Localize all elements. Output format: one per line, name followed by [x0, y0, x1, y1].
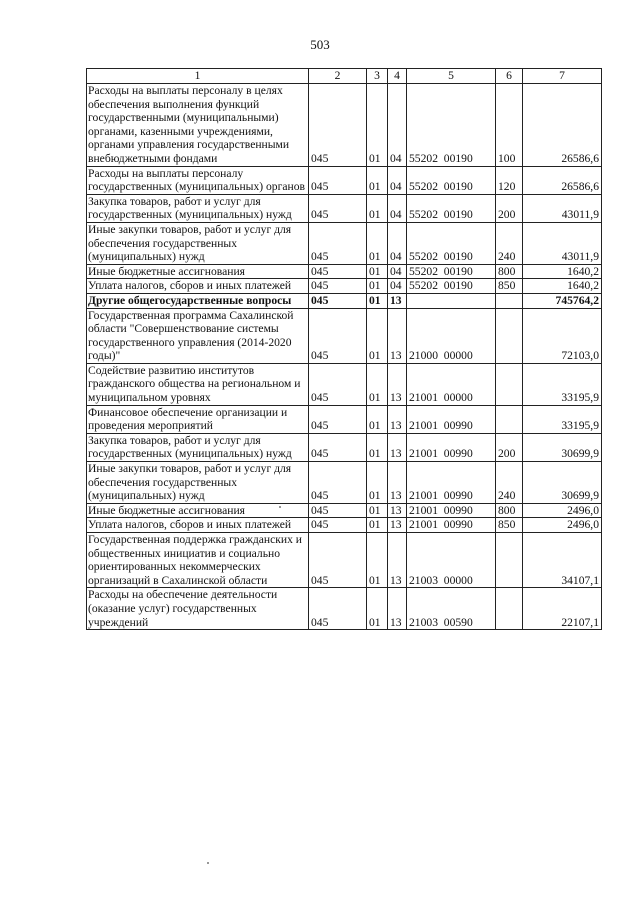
expense-type-cell: 100 [496, 84, 523, 167]
amount-cell: 1640,2 [523, 279, 602, 294]
row-name-cell: Иные закупки товаров, работ и услуг для обеспечения государственных (муниципальных) нужд [87, 222, 309, 264]
amount-cell: 1640,2 [523, 264, 602, 279]
ministry-code-cell: 045 [309, 194, 367, 222]
row-name-cell: Государственная поддержка гражданских и общественных инициатив и социально ориентированных некоммерческих организаций в Сахалинской области [87, 533, 309, 588]
expense-type-cell: 240 [496, 462, 523, 504]
subsection-code-cell: 04 [388, 222, 407, 264]
ministry-code-cell: 045 [309, 588, 367, 630]
header-cell: 5 [407, 69, 496, 84]
section-code-cell: 01 [367, 503, 388, 518]
table-row [87, 503, 602, 518]
expense-type-cell: 800 [496, 503, 523, 518]
expense-type-cell: 120 [496, 166, 523, 194]
row-name-cell: Расходы на выплаты персоналу в целях обеспечения выполнения функций государственными (муниципальными) органами, казенными учреждениями, органами управления государственными внебюджетными фондами [87, 84, 309, 167]
expense-type-cell: 800 [496, 264, 523, 279]
table-row [87, 293, 602, 308]
ministry-code-cell: 045 [309, 462, 367, 504]
table-row [87, 84, 602, 167]
subsection-code-cell: 04 [388, 84, 407, 167]
ministry-code-cell: 045 [309, 405, 367, 433]
expense-type-cell: 850 [496, 279, 523, 294]
subsection-code-cell: 04 [388, 279, 407, 294]
row-name-cell: Иные закупки товаров, работ и услуг для обеспечения государственных (муниципальных) нужд [87, 462, 309, 504]
target-article-cell: 21000 00000 [407, 308, 496, 363]
row-name-cell: Закупка товаров, работ и услуг для государственных (муниципальных) нужд [87, 194, 309, 222]
ministry-code-cell: 045 [309, 84, 367, 167]
table-row [87, 405, 602, 433]
expense-type-cell [496, 588, 523, 630]
expense-type-cell: 850 [496, 518, 523, 533]
subsection-code-cell: 13 [388, 518, 407, 533]
row-name-cell: Уплата налогов, сборов и иных платежей [87, 518, 309, 533]
target-article-cell: 21003 00590 [407, 588, 496, 630]
target-article-cell: 55202 00190 [407, 222, 496, 264]
target-article-cell: 55202 00190 [407, 166, 496, 194]
target-article-cell: 55202 00190 [407, 194, 496, 222]
amount-cell: 2496,0 [523, 518, 602, 533]
amount-cell: 30699,9 [523, 462, 602, 504]
subsection-code-cell: 04 [388, 166, 407, 194]
ministry-code-cell: 045 [309, 518, 367, 533]
section-code-cell: 01 [367, 166, 388, 194]
page-number: 503 [310, 37, 330, 52]
section-code-cell: 01 [367, 462, 388, 504]
subsection-code-cell: 04 [388, 264, 407, 279]
table-row [87, 194, 602, 222]
subsection-code-cell: 13 [388, 533, 407, 588]
amount-cell: 22107,1 [523, 588, 602, 630]
amount-cell: 33195,9 [523, 363, 602, 405]
amount-cell: 26586,6 [523, 166, 602, 194]
target-article-cell: 21001 00990 [407, 518, 496, 533]
target-article-cell: 21001 00000 [407, 363, 496, 405]
scan-speck [207, 862, 209, 864]
section-code-cell: 01 [367, 308, 388, 363]
header-row [87, 69, 602, 84]
table-row [87, 588, 602, 630]
amount-cell: 2496,0 [523, 503, 602, 518]
section-code-cell: 01 [367, 293, 388, 308]
subsection-code-cell: 13 [388, 503, 407, 518]
ministry-code-cell: 045 [309, 279, 367, 294]
table-row [87, 363, 602, 405]
ministry-code-cell: 045 [309, 363, 367, 405]
amount-cell: 26586,6 [523, 84, 602, 167]
amount-cell: 34107,1 [523, 533, 602, 588]
target-article-cell: 21001 00990 [407, 462, 496, 504]
target-article-cell: 55202 00190 [407, 279, 496, 294]
table-row [87, 518, 602, 533]
target-article-cell: 55202 00190 [407, 84, 496, 167]
target-article-cell: 55202 00190 [407, 264, 496, 279]
subsection-code-cell: 13 [388, 433, 407, 461]
subsection-code-cell: 13 [388, 588, 407, 630]
amount-cell: 33195,9 [523, 405, 602, 433]
section-code-cell: 01 [367, 588, 388, 630]
row-name-cell: Закупка товаров, работ и услуг для государственных (муниципальных) нужд [87, 433, 309, 461]
expense-type-cell [496, 308, 523, 363]
ministry-code-cell: 045 [309, 533, 367, 588]
row-name-cell: Расходы на выплаты персоналу государственных (муниципальных) органов [87, 166, 309, 194]
row-name-cell: Уплата налогов, сборов и иных платежей [87, 279, 309, 294]
subsection-code-cell: 13 [388, 405, 407, 433]
row-name-cell: Другие общегосударственные вопросы [87, 293, 309, 308]
section-code-cell: 01 [367, 84, 388, 167]
table-row [87, 264, 602, 279]
subsection-code-cell: 13 [388, 293, 407, 308]
amount-cell: 43011,9 [523, 222, 602, 264]
subsection-code-cell: 13 [388, 462, 407, 504]
expense-type-cell: 200 [496, 194, 523, 222]
ministry-code-cell: 045 [309, 264, 367, 279]
expense-type-cell [496, 363, 523, 405]
header-cell: 1 [87, 69, 309, 84]
table-row [87, 166, 602, 194]
header-cell: 2 [309, 69, 367, 84]
section-code-cell: 01 [367, 433, 388, 461]
row-name-cell: Финансовое обеспечение организации и проведения мероприятий [87, 405, 309, 433]
ministry-code-cell: 045 [309, 433, 367, 461]
amount-cell: 745764,2 [523, 293, 602, 308]
ministry-code-cell: 045 [309, 222, 367, 264]
header-cell: 4 [388, 69, 407, 84]
section-code-cell: 01 [367, 405, 388, 433]
ministry-code-cell: 045 [309, 166, 367, 194]
budget-table [86, 68, 602, 630]
row-name-cell: Государственная программа Сахалинской области "Совершенствование системы государственного управления (2014-2020 годы)" [87, 308, 309, 363]
amount-cell: 72103,0 [523, 308, 602, 363]
scan-speck [279, 506, 281, 508]
expense-type-cell: 200 [496, 433, 523, 461]
subsection-code-cell: 04 [388, 194, 407, 222]
ministry-code-cell: 045 [309, 308, 367, 363]
section-code-cell: 01 [367, 264, 388, 279]
table-row [87, 433, 602, 461]
row-name-cell: Содействие развитию институтов гражданского общества на региональном и муниципальном уровнях [87, 363, 309, 405]
subsection-code-cell: 13 [388, 308, 407, 363]
target-article-cell [407, 293, 496, 308]
table-row [87, 462, 602, 504]
target-article-cell: 21003 00000 [407, 533, 496, 588]
subsection-code-cell: 13 [388, 363, 407, 405]
target-article-cell: 21001 00990 [407, 405, 496, 433]
table-row [87, 222, 602, 264]
table-row [87, 533, 602, 588]
section-code-cell: 01 [367, 279, 388, 294]
expense-type-cell [496, 405, 523, 433]
header-cell: 3 [367, 69, 388, 84]
expense-type-cell [496, 533, 523, 588]
target-article-cell: 21001 00990 [407, 503, 496, 518]
section-code-cell: 01 [367, 518, 388, 533]
table-row [87, 308, 602, 363]
expense-type-cell: 240 [496, 222, 523, 264]
header-cell: 7 [523, 69, 602, 84]
table-row [87, 279, 602, 294]
section-code-cell: 01 [367, 222, 388, 264]
header-cell: 6 [496, 69, 523, 84]
amount-cell: 43011,9 [523, 194, 602, 222]
ministry-code-cell: 045 [309, 293, 367, 308]
amount-cell: 30699,9 [523, 433, 602, 461]
section-code-cell: 01 [367, 533, 388, 588]
expense-type-cell [496, 293, 523, 308]
row-name-cell: Расходы на обеспечение деятельности (оказание услуг) государственных учреждений [87, 588, 309, 630]
target-article-cell: 21001 00990 [407, 433, 496, 461]
ministry-code-cell: 045 [309, 503, 367, 518]
section-code-cell: 01 [367, 363, 388, 405]
row-name-cell: Иные бюджетные ассигнования [87, 264, 309, 279]
section-code-cell: 01 [367, 194, 388, 222]
row-name-cell: Иные бюджетные ассигнования [87, 503, 309, 518]
